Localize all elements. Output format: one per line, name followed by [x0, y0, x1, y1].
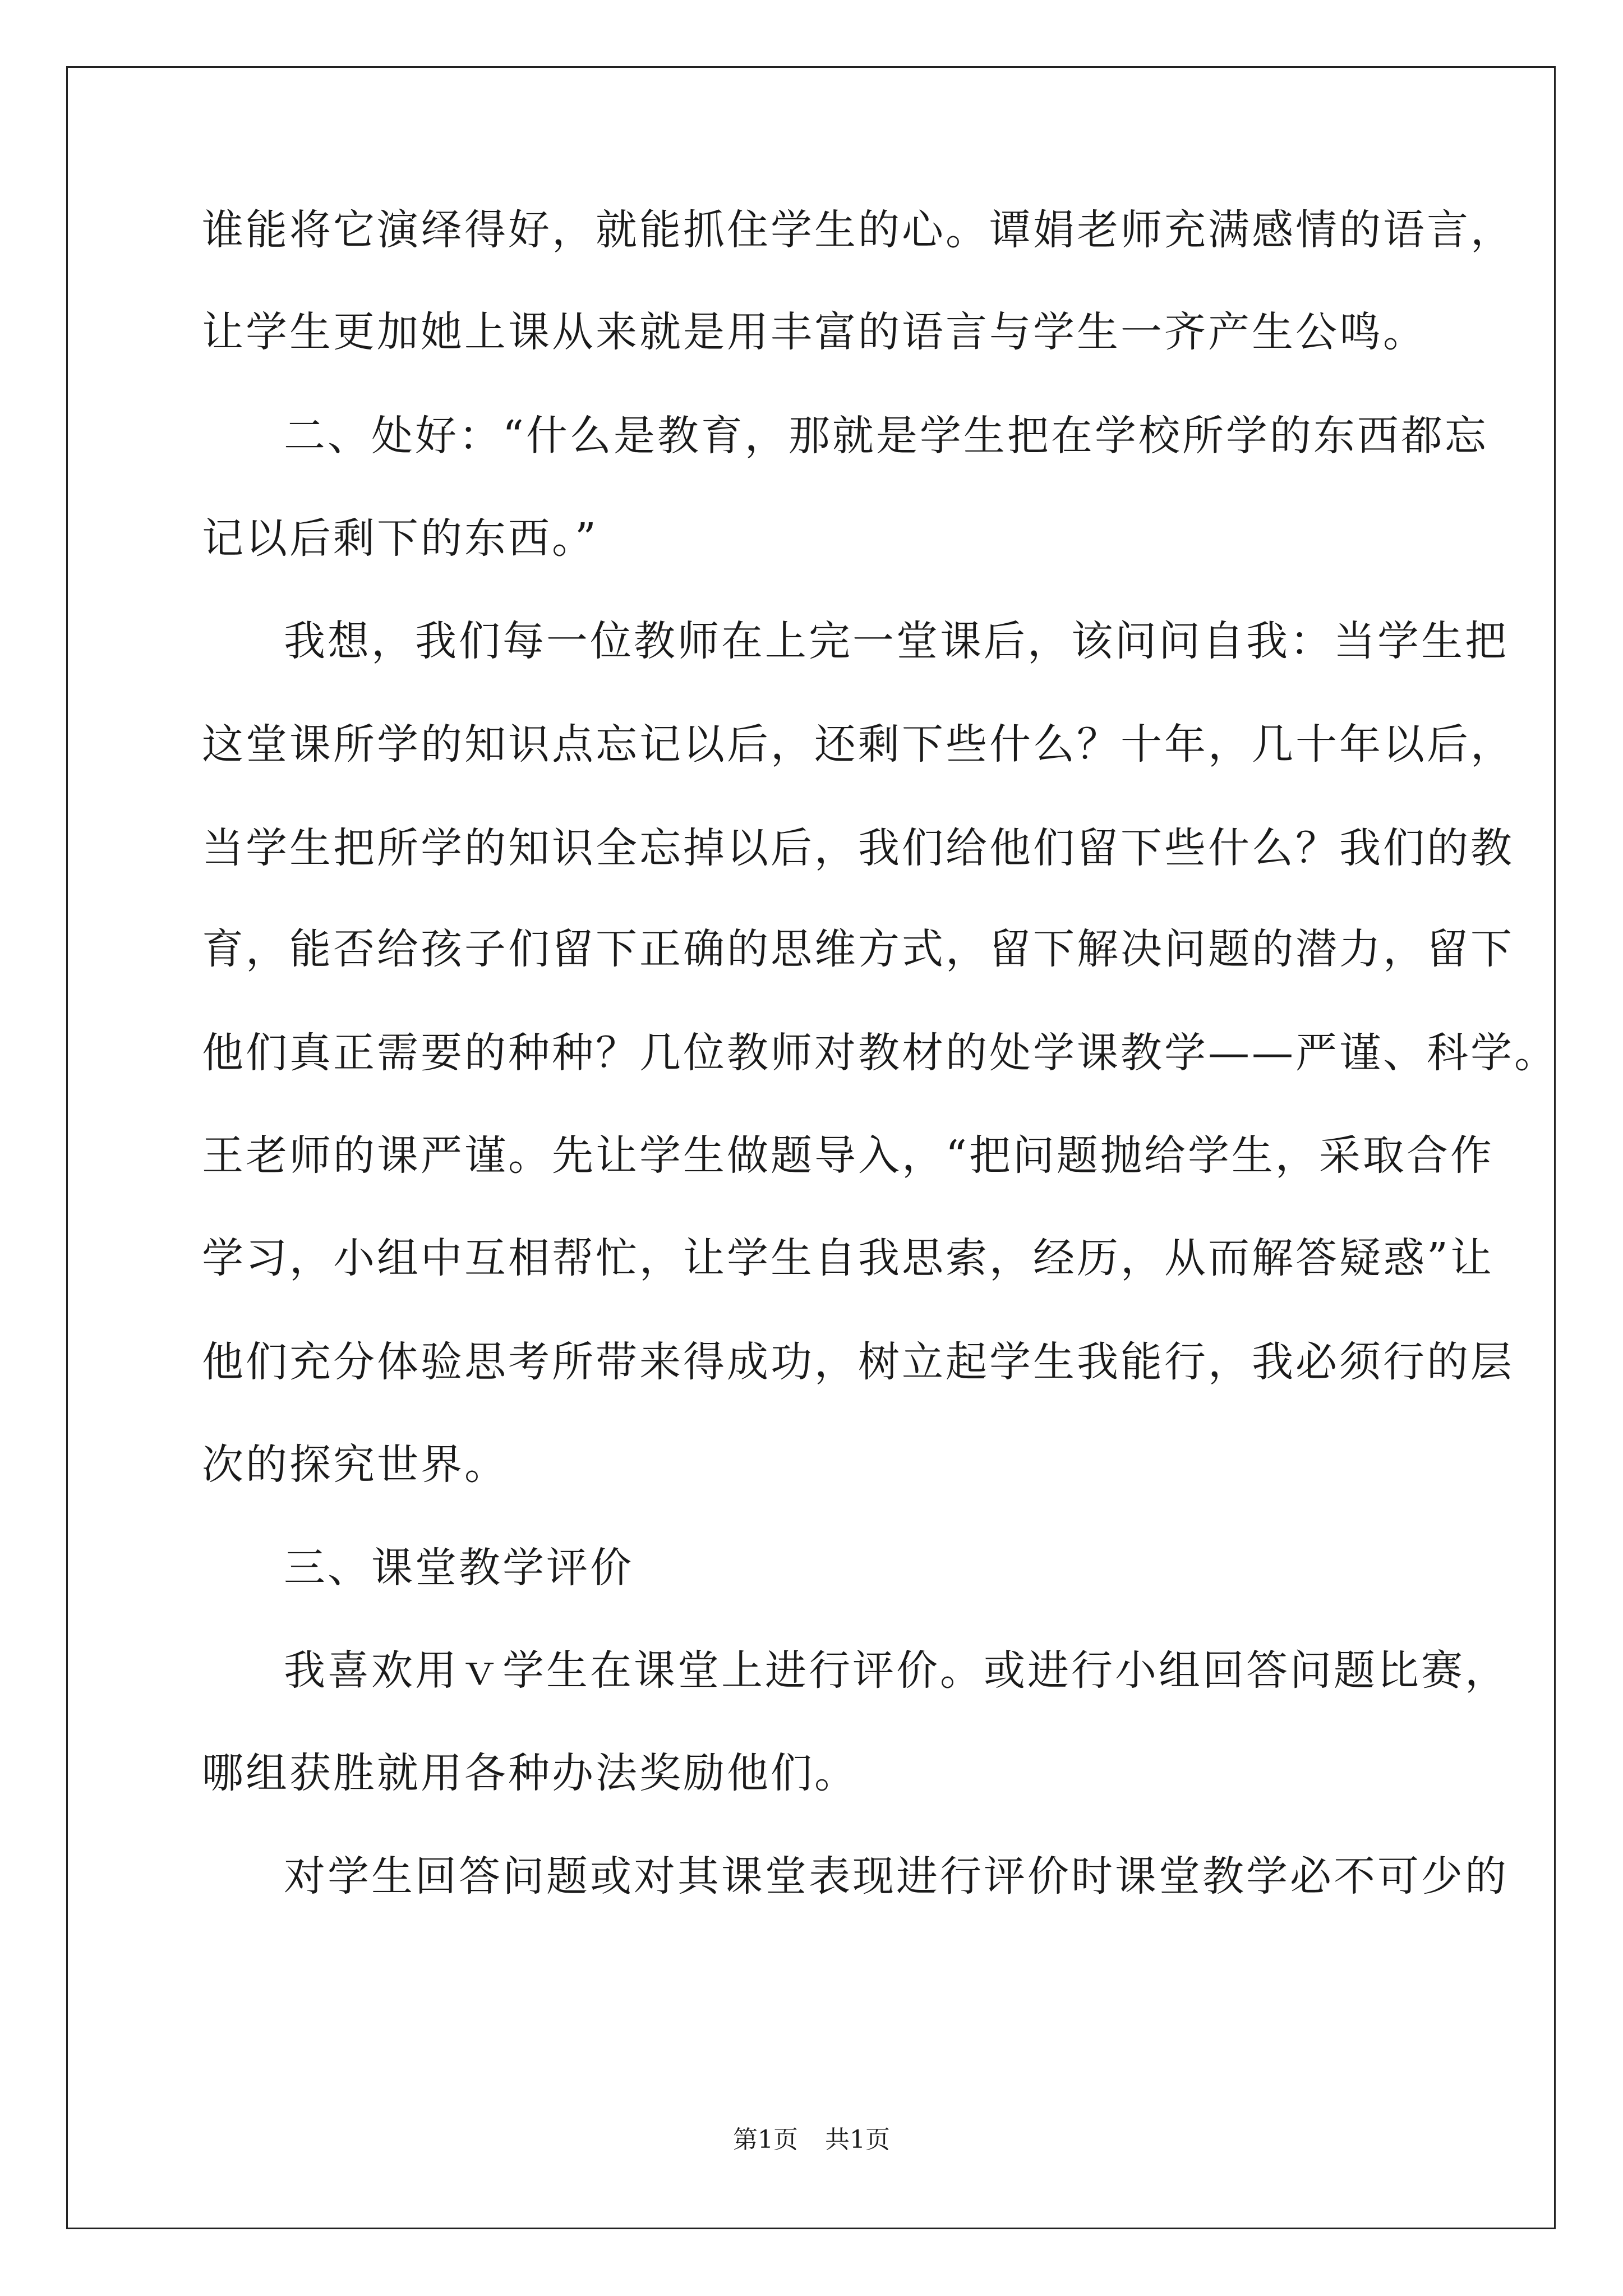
- section-heading: 二、处好：“什么是教育，那就是学生把在学校所学的东西都忘: [284, 412, 1488, 460]
- paragraph-start: 对学生回答问题或对其课堂表现进行评价时课堂教学必不可少的: [284, 1852, 1509, 1901]
- section-heading: 三、课堂教学评价: [284, 1544, 634, 1592]
- page-number: 第1页: [733, 2125, 798, 2154]
- body-line: 他们充分体验思考所带来得成功，树立起学生我能行，我必须行的层: [202, 1338, 1514, 1386]
- body-line: 育，能否给孩子们留下正确的思维方式，留下解决问题的潜力，留下: [202, 925, 1514, 973]
- page-footer: [0, 2123, 1623, 2157]
- page-total: 共1页: [825, 2125, 890, 2154]
- body-line: 王老师的课严谨。先让学生做题导入，“把问题抛给学生，采取合作: [202, 1131, 1494, 1180]
- body-line: 谁能将它演绎得好，就能抓住学生的心。谭娟老师充满感情的语言，: [202, 206, 1514, 254]
- body-line: 这堂课所学的知识点忘记以后，还剩下些什么？十年，几十年以后，: [202, 720, 1514, 769]
- body-line: 当学生把所学的知识全忘掉以后，我们给他们留下些什么？我们的教: [202, 824, 1514, 872]
- body-line: 他们真正需要的种种？几位教师对教材的处学课教学——严谨、科学。: [202, 1029, 1558, 1077]
- body-line: 让学生更加她上课从来就是用丰富的语言与学生一齐产生公鸣。: [202, 308, 1427, 356]
- body-line: 学习，小组中互相帮忙，让学生自我思索，经历，从而解答疑惑”让: [202, 1234, 1494, 1282]
- body-line: 哪组获胜就用各种办法奖励他们。: [202, 1749, 858, 1797]
- paragraph-start: 我想，我们每一位教师在上完一堂课后，该问问自我：当学生把: [284, 617, 1509, 665]
- paragraph-start: 我喜欢用ｖ学生在课堂上进行评价。或进行小组回答问题比赛，: [284, 1646, 1509, 1695]
- body-line: 次的探究世界。: [202, 1441, 508, 1489]
- body-line: 记以后剩下的东西。”: [202, 514, 598, 563]
